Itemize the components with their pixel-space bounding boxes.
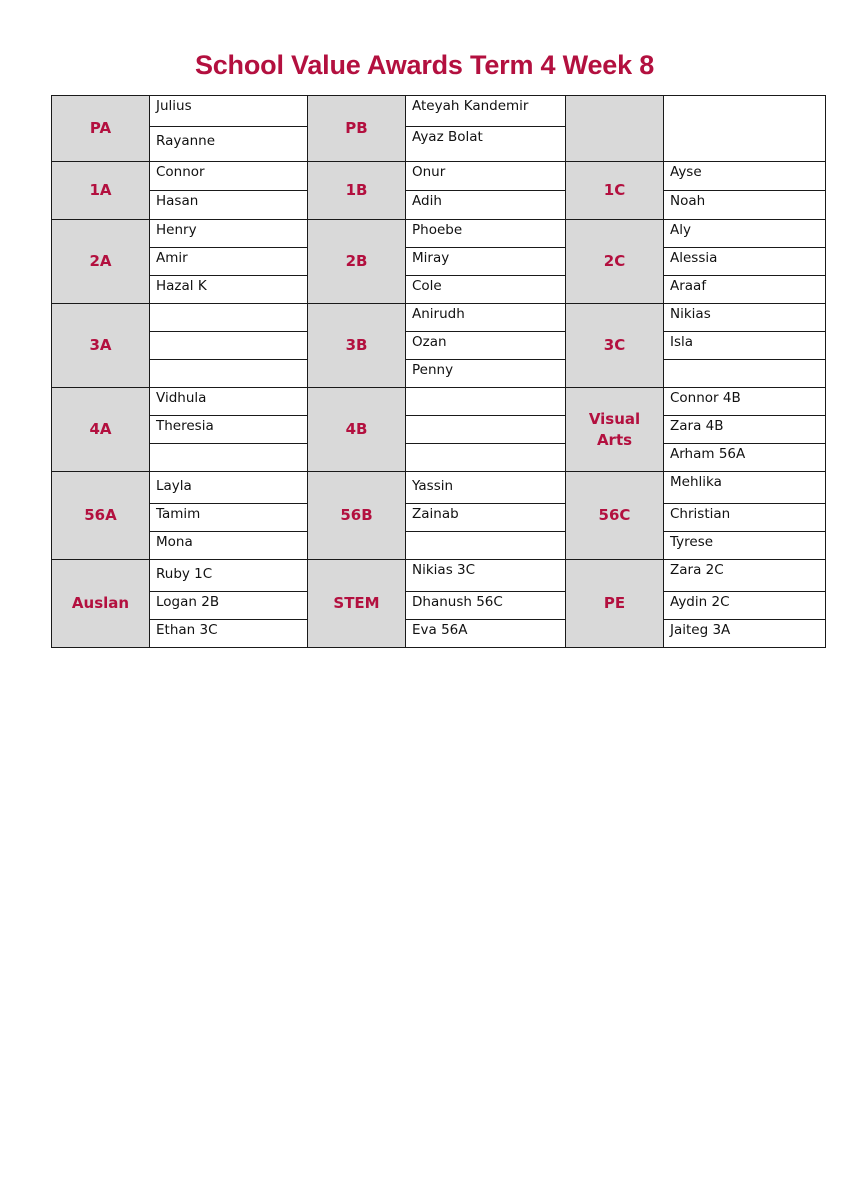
- student-name: Ateyah Kandemir: [406, 96, 566, 127]
- table-row: [52, 360, 826, 388]
- class-label: 4A: [52, 388, 150, 472]
- student-name: Zara 2C: [664, 560, 826, 592]
- student-name: Yassin: [406, 472, 566, 504]
- student-name: Cole: [406, 276, 566, 304]
- student-name: Ethan 3C: [150, 620, 308, 648]
- class-label: 3C: [566, 304, 664, 388]
- student-name: Nikias: [664, 304, 826, 332]
- student-name: Theresia: [150, 416, 308, 444]
- student-name: Connor 4B: [664, 388, 826, 416]
- class-label: PE: [566, 560, 664, 648]
- student-name: Dhanush 56C: [406, 592, 566, 620]
- student-name: Ruby 1C: [150, 560, 308, 592]
- student-name: Hazal K: [150, 276, 308, 304]
- page-title: School Value Awards Term 4 Week 8: [194, 50, 655, 80]
- class-label: 1A: [52, 162, 150, 220]
- student-name: [150, 360, 308, 388]
- student-name: Connor: [150, 162, 308, 191]
- student-name: [664, 360, 826, 388]
- student-name: Arham 56A: [664, 444, 826, 472]
- student-name: Amir: [150, 248, 308, 276]
- student-name: Nikias 3C: [406, 560, 566, 592]
- student-name: [150, 304, 308, 332]
- student-name: [150, 444, 308, 472]
- class-label: 1C: [566, 162, 664, 220]
- student-name: Ayaz Bolat: [406, 127, 566, 162]
- table-row: [52, 220, 826, 248]
- student-name: Tyrese: [664, 532, 826, 560]
- student-name: Zara 4B: [664, 416, 826, 444]
- table-row: [52, 416, 826, 444]
- table-row: [52, 388, 826, 416]
- student-name: [664, 96, 826, 162]
- student-name: [406, 388, 566, 416]
- class-label: 2A: [52, 220, 150, 304]
- table-row: [52, 504, 826, 532]
- table-row: [52, 532, 826, 560]
- table-row: [52, 96, 826, 127]
- student-name: Araaf: [664, 276, 826, 304]
- table-row: [52, 620, 826, 648]
- student-name: Rayanne: [150, 127, 308, 162]
- class-label: 56C: [566, 472, 664, 560]
- student-name: Tamim: [150, 504, 308, 532]
- class-label: 3B: [308, 304, 406, 388]
- student-name: Anirudh: [406, 304, 566, 332]
- class-label: PB: [308, 96, 406, 162]
- class-label: 3A: [52, 304, 150, 388]
- student-name: Mehlika: [664, 472, 826, 504]
- class-label: [566, 96, 664, 162]
- student-name: Ozan: [406, 332, 566, 360]
- student-name: Penny: [406, 360, 566, 388]
- student-name: Zainab: [406, 504, 566, 532]
- table-row: [52, 592, 826, 620]
- class-label: 56A: [52, 472, 150, 560]
- table-row: [52, 472, 826, 504]
- class-label: 1B: [308, 162, 406, 220]
- table-row: [52, 276, 826, 304]
- student-name: Ayse: [664, 162, 826, 191]
- student-name: [150, 332, 308, 360]
- class-label: 56B: [308, 472, 406, 560]
- table-row: [52, 560, 826, 592]
- student-name: [406, 532, 566, 560]
- class-label: Visual Arts: [566, 388, 664, 472]
- student-name: Henry: [150, 220, 308, 248]
- student-name: Layla: [150, 472, 308, 504]
- student-name: Noah: [664, 191, 826, 220]
- class-label: 4B: [308, 388, 406, 472]
- table-row: [52, 304, 826, 332]
- student-name: Alessia: [664, 248, 826, 276]
- student-name: [406, 416, 566, 444]
- student-name: [406, 444, 566, 472]
- student-name: Onur: [406, 162, 566, 191]
- table-row: [52, 248, 826, 276]
- student-name: Aly: [664, 220, 826, 248]
- student-name: Adih: [406, 191, 566, 220]
- class-label: PA: [52, 96, 150, 162]
- student-name: Isla: [664, 332, 826, 360]
- student-name: Mona: [150, 532, 308, 560]
- student-name: Aydin 2C: [664, 592, 826, 620]
- class-label: STEM: [308, 560, 406, 648]
- student-name: Christian: [664, 504, 826, 532]
- class-label: 2C: [566, 220, 664, 304]
- student-name: Hasan: [150, 191, 308, 220]
- student-name: Julius: [150, 96, 308, 127]
- student-name: Miray: [406, 248, 566, 276]
- table-row: [52, 191, 826, 220]
- table-row: [52, 444, 826, 472]
- awards-table: [51, 95, 826, 648]
- class-label: 2B: [308, 220, 406, 304]
- student-name: Jaiteg 3A: [664, 620, 826, 648]
- table-row: [52, 162, 826, 191]
- student-name: Vidhula: [150, 388, 308, 416]
- class-label: Auslan: [52, 560, 150, 648]
- student-name: Eva 56A: [406, 620, 566, 648]
- student-name: Logan 2B: [150, 592, 308, 620]
- student-name: Phoebe: [406, 220, 566, 248]
- table-row: [52, 332, 826, 360]
